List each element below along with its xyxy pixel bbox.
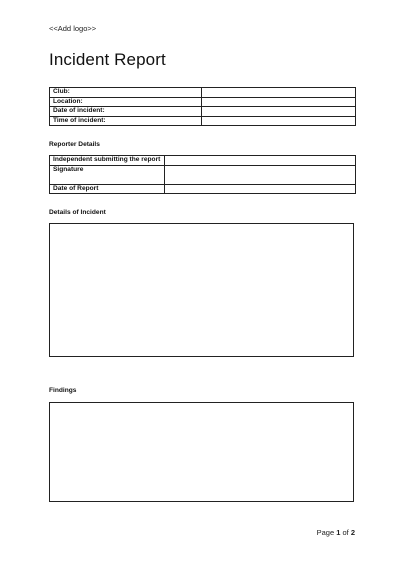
location-field[interactable] — [202, 97, 356, 107]
findings-box[interactable] — [49, 402, 354, 502]
incident-info-table — [49, 87, 356, 126]
table-row — [50, 184, 356, 194]
total-pages: 2 — [350, 528, 355, 537]
signature-field[interactable] — [165, 165, 356, 184]
table-row — [50, 97, 356, 107]
date-of-incident-field[interactable] — [202, 107, 356, 117]
reporter-details-table — [49, 155, 356, 194]
details-of-incident-heading: Details of Incident — [49, 209, 106, 216]
table-row — [50, 88, 356, 98]
time-of-incident-field[interactable] — [202, 116, 356, 126]
logo-placeholder: <<Add logo>> — [49, 24, 97, 33]
date-of-report-label: Date of Report — [50, 184, 165, 194]
submitter-field[interactable] — [165, 156, 356, 166]
club-label: Club: — [50, 88, 202, 98]
submitter-label: Independent submitting the report — [50, 156, 165, 166]
date-of-incident-label: Date of incident: — [50, 107, 202, 117]
signature-label: Signature — [50, 165, 165, 184]
date-of-report-field[interactable] — [165, 184, 356, 194]
table-row — [50, 107, 356, 117]
page-number — [317, 528, 355, 537]
page-separator: of — [340, 528, 351, 537]
page-prefix: Page — [316, 528, 337, 537]
current-page: 1 — [336, 528, 341, 537]
club-field[interactable] — [202, 88, 356, 98]
table-row — [50, 156, 356, 166]
table-row — [50, 116, 356, 126]
page-title: Incident Report — [49, 50, 166, 69]
location-label: Location: — [50, 97, 202, 107]
findings-heading: Findings — [49, 387, 77, 394]
time-of-incident-label: Time of incident: — [50, 116, 202, 126]
reporter-details-heading: Reporter Details — [49, 141, 100, 148]
table-row — [50, 165, 356, 184]
details-of-incident-box[interactable] — [49, 223, 354, 357]
